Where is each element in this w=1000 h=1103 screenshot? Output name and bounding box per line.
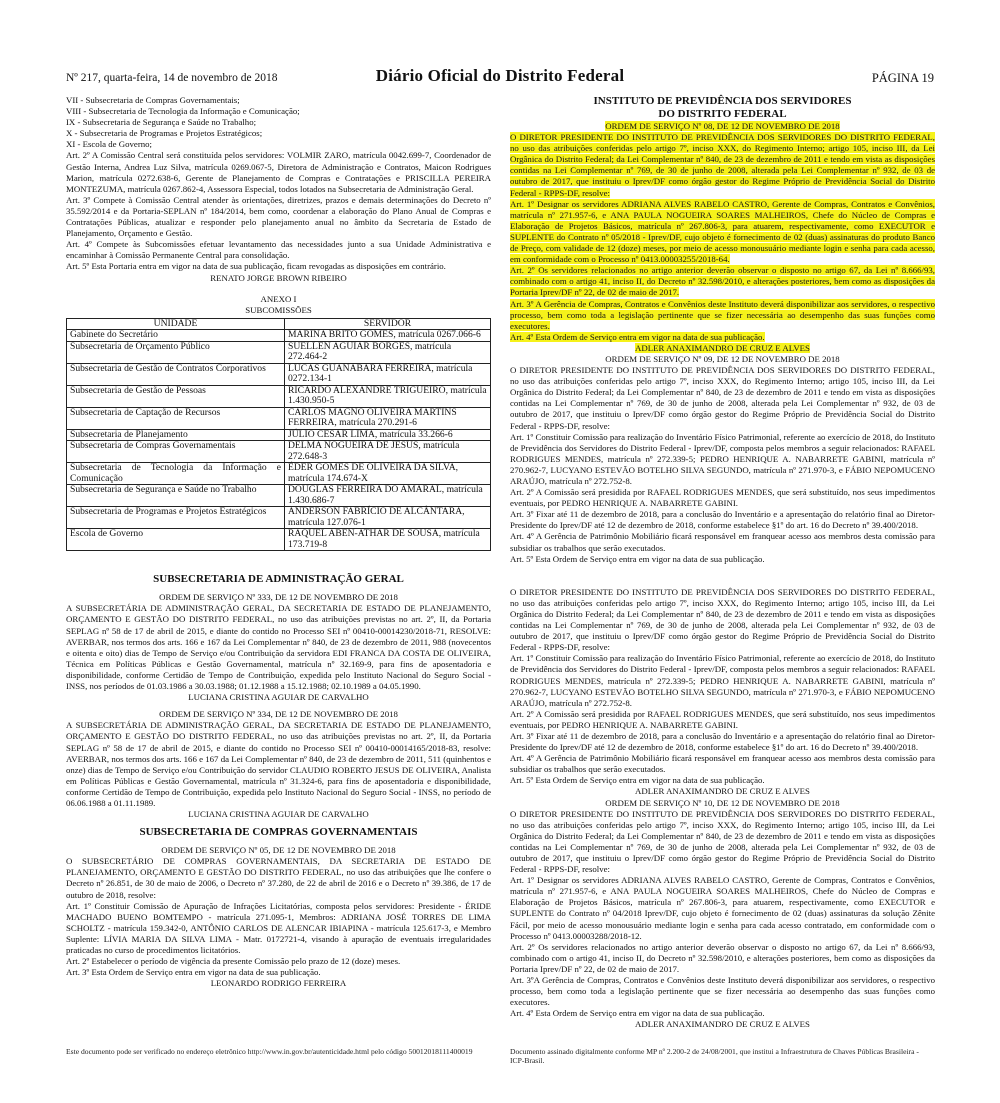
table-row bbox=[67, 341, 491, 363]
paragraph: VII - Subsecretaria de Compras Governamentais; bbox=[66, 95, 240, 105]
signer-name: ADLER ANAXIMANDRO DE CRUZ E ALVES bbox=[635, 786, 810, 797]
paragraph: A SUBSECRETÁRIA DE ADMINISTRAÇÃO GERAL, DA SECRETARIA DE ESTADO DE PLANEJAMENTO, ORÇAMENTO E GESTÃO DO DISTRITO FEDERAL, no uso das atribuições previstas no art. 2º, II, da Portaria SEPLAG nº 58 de 17 de abril de 2015, e diante do contido no Processo SEI nº 00410-00014230/2018-71, RESOLVE: AVERBAR, nos termos dos arts. 166 e 167 da Lei Complementar nº 840, de 23 de dezembro de 2011, 988 (novecentos e oitenta e oito) dias de Tempo de Serviço e/ou Contribuição da servidora EDI FRANCA DA COSTA DE OLIVEIRA, Técnica em Políticas Públicas e Gestão Governamental, matrícula nº 32.169-9, para fins de aposentadoria e disponibilidade, conforme Certidão de Tempo de Contribuição, expedida pelo Instituto Nacional do Seguro Social - INSS, nos períodos de 01.03.1986 a 30.03.1988; 01.12.1988 a 15.12.1988; 02.10.1989 a 04.05.1990. bbox=[66, 603, 491, 692]
table-cell: DOUGLAS FERREIRA DO AMARAL, matrícula 1.430.686-7 bbox=[285, 485, 491, 507]
table-cell: MARINA BRITO GOMES, matrícula 0267.066-6 bbox=[285, 330, 491, 342]
paragraph: XI - Escola de Governo; bbox=[66, 139, 152, 150]
annex-subtitle: SUBCOMISSÕES bbox=[245, 304, 312, 315]
issue-date: Nº 217, quarta-feira, 14 de novembro de 2018 bbox=[66, 72, 278, 84]
paragraph: Art. 2º Os servidores relacionados no artigo anterior deverão observar o disposto no artigo 67, da Lei nº 8.666/93, combinado com o artigo 41, inciso II, do Decreto nº 32.598/2010, e alterações posteriores, bem como as disposições da Portaria Iprev/DF nº 22, de 02 de maio de 2017. bbox=[510, 941, 935, 974]
section-title: SUBSECRETARIA DE COMPRAS GOVERNAMENTAIS bbox=[139, 826, 418, 839]
table-cell: Subsecretaria de Captação de Recursos bbox=[67, 407, 285, 429]
paragraph: Art. 3º Fixar até 11 de dezembro de 2018, para a conclusão do Inventário e a apresentação do relatório final ao Diretor-Presidente do Iprev/DF até 12 de dezembro de 2018, conforme estabelece §1º do art. 16 do Decreto nº 39.400/2018. bbox=[510, 509, 935, 531]
table-cell: SUELLEN AGUIAR BORGES, matrícula 272.464-2 bbox=[285, 341, 491, 363]
paragraph: Art. 4º A Gerência de Patrimônio Mobiliário ficará responsável em franquear acesso aos membros desta comissão para subsidiar os trabalhos que serão executados. bbox=[510, 531, 935, 553]
paragraph: VIII - Subsecretaria de Tecnologia da Informação e Comunicação; bbox=[66, 106, 300, 117]
paragraph bbox=[510, 199, 935, 266]
signer-name bbox=[510, 343, 935, 354]
table-cell: Subsecretaria de Tecnologia da Informação e Comunicação bbox=[67, 463, 285, 485]
signer-name: LUCIANA CRISTINA AGUIAR DE CARVALHO bbox=[188, 692, 369, 703]
footer-verification: Este documento pode ser verificado no endereço eletrônico http://www.in.gov.br/autenticidade.html pelo código 50012018111400019 bbox=[66, 1047, 473, 1056]
highlighted-text: Art. 1º Designar os servidores ADRIANA ALVES RABELO CASTRO, Gerente de Compras, Contratos e Convênios, matrícula nº 271.957-6, e ANA PAULA NOGUEIRA SOARES MALHEIROS, Chefe do Núcleo de Compras e Elaboração de Projetos Básicos, matrícula nº 267.806-3, para atuarem, respectivamente, como EXECUTOR e SUPLENTE do Contrato nº 05/2018 - Iprev/DF, cujo objeto é fornecimento de 02 (duas) assinaturas do produto Banco de Preço, com validade de 12 (doze) meses, por meio de acesso monousuário mediante login e senha para cada acesso, em conformidade com o Processo nº 0413.00003255/2018-64. bbox=[510, 198, 935, 265]
table-cell: RAQUEL ABEN-ATHAR DE SOUSA, matrícula 173.719-8 bbox=[285, 529, 491, 551]
table-cell: Subsecretaria de Planejamento bbox=[67, 429, 285, 441]
paragraph bbox=[510, 265, 935, 298]
paragraph: O DIRETOR PRESIDENTE DO INSTITUTO DE PREVIDÊNCIA DOS SERVIDORES DO DISTRITO FEDERAL, no uso das atribuições conferidas pelo artigo 7º, inciso XXX, do Regimento Interno; artigo 105, inciso III, da Lei Orgânica do Distrito Federal; da Lei Complementar nº 840, de 23 de dezembro de 2011 e tendo em vista as disposições contidas na Lei Complementar nº 769, de 30 de junho de 2008, alterada pela Lei Complementar nº 932, de 03 de outubro de 2017, que instituiu o Iprev/DF como órgão gestor do Regime Próprio de Previdência Social do Distrito Federal - RPPS-DF, resolve: bbox=[510, 808, 935, 875]
paragraph: O DIRETOR PRESIDENTE DO INSTITUTO DE PREVIDÊNCIA DOS SERVIDORES DO DISTRITO FEDERAL, no uso das atribuições conferidas pelo artigo 7º, inciso XXX, do Regimento Interno; artigo 105, inciso III, da Lei Orgânica do Distrito Federal; da Lei Complementar nº 840, de 23 de dezembro de 2011 e tendo em vista as disposições contidas na Lei Complementar nº 769, de 30 de junho de 2008, alterada pela Lei Complementar nº 932, de 03 de outubro de 2017, que instituiu o Iprev/DF como órgão gestor do Regime Próprio de Previdência Social do Distrito Federal - RPPS-DF, resolve: bbox=[510, 365, 935, 431]
paragraph: Art. 1º Constituir Comissão para realização do Inventário Físico Patrimonial, referente ao exercício de 2018, do Instituto de Previdência dos Servidores do Distrito Federal - Iprev/DF, composta pelos membros a seguir relacionados: RAFAEL RODRIGUES MENDES, matrícula nº 272.339-5; PEDRO HENRIQUE A. NABARRETE GABINI, matrícula nº 270.962-7, LUCYANO ESTEVÃO BOTELHO SILVA SEGUNDO, matrícula nº 271.970-3, e FÁBIO NEPOMUCENO ARAÚJO, matrícula nº 272.752-8. bbox=[510, 431, 935, 486]
gazette-title: Diário Oficial do Distrito Federal bbox=[375, 66, 625, 85]
section-title: SUBSECRETARIA DE ADMINISTRAÇÃO GERAL bbox=[153, 573, 404, 586]
footer-signature-note: Documento assinado digitalmente conforme MP nº 2.200-2 de 24/08/2001, que institui a Infraestrutura de Chaves Públicas Brasileira - ICP-Brasil. bbox=[510, 1047, 919, 1065]
paragraph: Art. 2º A Comissão será presidida por RAFAEL RODRIGUES MENDES, que será substituído, nos seus impedimentos eventuais, por PEDRO HENRIQUE A. NABARRETE GABINI. bbox=[510, 487, 935, 509]
paragraph: Art. 5º Esta Ordem de Serviço entra em vigor na data de sua publicação. bbox=[510, 775, 765, 786]
highlighted-text: ORDEM DE SERVIÇO Nº 08, DE 12 DE NOVEMBRO DE 2018 bbox=[605, 121, 840, 131]
paragraph: Art. 5º Esta Portaria entra em vigor na data de sua publicação, ficam revogadas as disposições em contrário. bbox=[66, 261, 446, 272]
signer-name: RENATO JORGE BROWN RIBEIRO bbox=[210, 272, 347, 283]
order-title: ORDEM DE SERVIÇO Nº 05, DE 12 DE NOVEMBRO DE 2018 bbox=[161, 845, 396, 856]
highlighted-text: Art. 2º Os servidores relacionados no artigo anterior deverão observar o disposto no artigo 67, da Lei nº 8.666/93, combinado com o artigo 41, inciso II, do Decreto nº 32.598/2010, e alterações posteriores, bem como as disposições da Portaria Iprev/DF nº 22, de 02 de maio de 2017. bbox=[510, 265, 935, 298]
table-cell: ÉDER GOMES DE OLIVEIRA DA SILVA, matrícula 174.674-X bbox=[285, 463, 491, 485]
table-cell: Escola de Governo bbox=[67, 529, 285, 551]
paragraph: O SUBSECRETÁRIO DE COMPRAS GOVERNAMENTAIS, DA SECRETARIA DE ESTADO DE PLANEJAMENTO, ORÇAMENTO E GESTÃO DO DISTRITO FEDERAL, no uso das atribuições que lhe confere o Decreto nº 26.851, de 30 de maio de 2006, o Decreto nº 37.280, de 22 de abril de 2016 e o Decreto nº 39.386, de 17 de outubro de 2018, resolve: bbox=[66, 856, 491, 900]
table-cell: Subsecretaria de Gestão de Pessoas bbox=[67, 385, 285, 407]
table-row bbox=[67, 363, 491, 385]
highlighted-text: ADLER ANAXIMANDRO DE CRUZ E ALVES bbox=[635, 342, 810, 353]
paragraph bbox=[510, 332, 935, 343]
table-cell: CARLOS MAGNO OLIVEIRA MARTINS FERREIRA, matrícula 270.291-6 bbox=[285, 407, 491, 429]
paragraph: Art. 3ºA Gerência de Compras, Contratos e Convênios deste Instituto deverá disponibilizar aos servidores, o respectivo processo, bem como toda a legislação pertinente que se fizer necessária ao desempenho das suas funções como executores. bbox=[510, 975, 935, 1008]
paragraph: Art. 1º Designar os servidores ADRIANA ALVES RABELO CASTRO, Gerente de Compras, Contratos e Convênios, matrícula nº 271.957-6, e ANA PAULA NOGUEIRA SOARES MALHEIROS, Chefe do Núcleo de Compras e Elaboração de Projetos Básicos, matrícula nº 267.806-3, para atuarem, respectivamente, como EXECUTOR e SUPLENTE do Contrato nº 04/2018 Iprev/DF, cujo objeto é fornecimento de 02 (duas) assinaturas da solução Zênite Fácil, por meio de acesso monousuário mediante login e senha para cada acesso contratado, em conformidade com o Processo nº 0413.00003288/2018-12. bbox=[510, 875, 935, 941]
column-header: UNIDADE bbox=[67, 318, 285, 330]
paragraph: Art. 2º A Comissão Central será constituída pelos servidores: VOLMIR ZARO, matrícula 0042.699-7, Coordenador de Gestão Interna, Andrea Luz Silva, matrícula 0269.067-5, Diretora de Administração e Contratos, Maicon Rodrigues Marion, matrícula 0272.638-6, Gerente de Planejamento de Compras e Contratações e PRISCILLA PEREIRA MONTEZUMA, matrícula 0267.862-4, Assessora Especial, todos lotados na Subsecretaria de Administração Geral. bbox=[66, 150, 491, 194]
paragraph: Art. 4º A Gerência de Patrimônio Mobiliário ficará responsável em franquear acesso aos membros desta comissão para subsidiar os trabalhos que serão executados. bbox=[510, 753, 935, 775]
table-row bbox=[67, 463, 491, 485]
paragraph: X - Subsecretaria de Programas e Projetos Estratégicos; bbox=[66, 128, 263, 139]
table-cell: ANDERSON FABRÍCIO DE ALCÂNTARA, matrícula 127.076-1 bbox=[285, 507, 491, 529]
paragraph: O DIRETOR PRESIDENTE DO INSTITUTO DE PREVIDÊNCIA DOS SERVIDORES DO DISTRITO FEDERAL, no uso das atribuições conferidas pelo artigo 7º, inciso XXX, do Regimento Interno; artigo 105, inciso III, da Lei Orgânica do Distrito Federal; da Lei Complementar nº 840, de 23 de dezembro de 2011 e tendo em vista as disposições contidas na Lei Complementar nº 769, de 30 de junho de 2008, alterada pela Lei Complementar nº 932, de 03 de outubro de 2017, que instituiu o Iprev/DF como órgão gestor do Regime Próprio de Previdência Social do Distrito Federal - RPPS-DF, resolve: bbox=[510, 586, 935, 653]
table-cell: Subsecretaria de Gestão de Contratos Corporativos bbox=[67, 363, 285, 385]
table-cell: DELMA NOGUEIRA DE JESUS, matrícula 272.648-3 bbox=[285, 441, 491, 463]
table-row bbox=[67, 485, 491, 507]
table-row bbox=[67, 507, 491, 529]
table-cell: Subsecretaria de Programas e Projetos Estratégicos bbox=[67, 507, 285, 529]
table-row bbox=[67, 330, 491, 342]
table-row bbox=[67, 407, 491, 429]
paragraph bbox=[510, 299, 935, 332]
order-title: ORDEM DE SERVIÇO Nº 09, DE 12 DE NOVEMBRO DE 2018 bbox=[605, 353, 840, 364]
order-title: ORDEM DE SERVIÇO Nº 333, DE 12 DE NOVEMBRO DE 2018 bbox=[159, 592, 398, 603]
signer-name: LEONARDO RODRIGO FERREIRA bbox=[210, 978, 347, 989]
table-row bbox=[67, 441, 491, 463]
highlighted-text: O DIRETOR PRESIDENTE DO INSTITUTO DE PREVIDÊNCIA DOS SERVIDORES DO DISTRITO FEDERAL, no uso das atribuições conferidas pelo artigo 7º, inciso XXX, do Regimento Interno; artigo 105, inciso III, da Lei Orgânica do Distrito Federal; da Lei Complementar nº 840, de 23 de dezembro de 2011 e tendo em vista as disposições contidas na Lei Complementar nº 769, de 30 de junho de 2008, alterada pela Lei Complementar nº 932, de 03 de outubro de 2017, que instituiu o Iprev/DF como órgão gestor do Regime Próprio de Previdência Social do Distrito Federal - RPPS-DF, resolve: bbox=[510, 132, 935, 198]
table-row bbox=[67, 529, 491, 551]
order-title: ORDEM DE SERVIÇO Nº 334, DE 12 DE NOVEMBRO DE 2018 bbox=[159, 709, 398, 720]
paragraph: Art. 3º Fixar até 11 de dezembro de 2018, para a conclusão do Inventário e a apresentação do relatório final ao Diretor-Presidente do Iprev/DF até 12 de dezembro de 2018, conforme estabelece §1º do art. 16 do Decreto nº 39.400/2018. bbox=[510, 730, 935, 753]
paragraph: A SUBSECRETÁRIA DE ADMINISTRAÇÃO GERAL, DA SECRETARIA DE ESTADO DE PLANEJAMENTO, ORÇAMENTO E GESTÃO DO DISTRITO FEDERAL, no uso das atribuições previstas no art. 2º, II, da Portaria SEPLAG nº 58 de 17 de abril de 2015, e diante do contido no Processo SEI nº 00410-00014165/2018-83, resolve: AVERBAR, nos termos dos arts. 166 e 167 da Lei Complementar nº 840, de 23 de dezembro de 2011, 511 (quinhentos e onze) dias de Tempo de Serviço e/ou Contribuição do servidor CLAUDIO ROBERTO JESUS DE OLIVEIRA, Analista em Políticas Públicas e Gestão Governamental, matrícula nº 31.324-6, para fins de aposentadoria e disponibilidade, conforme Certidão de Tempo de Contribuição, expedida pelo Instituto Nacional do Seguro Social - INSS, no período de 06.06.1988 a 01.11.1989. bbox=[66, 720, 491, 808]
institute-title: INSTITUTO DE PREVIDÊNCIA DOS SERVIDORES bbox=[593, 95, 852, 107]
table-cell: LUCAS GUANABARA FERREIRA, matrícula 0272.134-1 bbox=[285, 363, 491, 385]
signer-name: LUCIANA CRISTINA AGUIAR DE CARVALHO bbox=[188, 809, 369, 820]
paragraph: Art. 4º Esta Ordem de Serviço entra em vigor na data de sua publicação. bbox=[510, 1008, 765, 1019]
table-row bbox=[67, 429, 491, 441]
paragraph: Art. 4º Compete às Subcomissões efetuar levantamento das necessidades junto a sua Unidade Administrativa e encaminhar à Comissão Permanente Central para consolidação. bbox=[66, 239, 491, 261]
annex-table bbox=[66, 318, 491, 552]
table-cell: Subsecretaria de Segurança e Saúde no Trabalho bbox=[67, 485, 285, 507]
paragraph: Art. 3º Compete à Comissão Central atender às orientações, diretrizes, prazos e demais determinações do Decreto nº 35.592/2014 e da Portaria-SEPLAN nº 184/2014, bem como, coordenar a elaboração do Plano Anual de Compras e Contratações Públicas, atualizar e responder pelo planejamento anual no âmbito da Secretaria de Estado de Planejamento, Orçamento e Gestão. bbox=[66, 194, 491, 239]
table-cell: Gabinete do Secretário bbox=[67, 330, 285, 342]
annex-title: ANEXO I bbox=[260, 293, 297, 304]
signer-name: ADLER ANAXIMANDRO DE CRUZ E ALVES bbox=[635, 1019, 810, 1030]
paragraph: Art. 2º A Comissão será presidida por RAFAEL RODRIGUES MENDES, que será substituído, nos seus impedimentos eventuais, por PEDRO HENRIQUE A. NABARRETE GABINI. bbox=[510, 708, 935, 730]
order-title bbox=[510, 121, 935, 132]
highlighted-text: Art. 4º Esta Ordem de Serviço entra em vigor na data de sua publicação. bbox=[510, 331, 765, 342]
paragraph: Art. 2º Estabelecer o período de vigência da presente Comissão pelo prazo de 12 (doze) meses. bbox=[66, 956, 401, 967]
right-column bbox=[510, 95, 935, 1031]
page-header bbox=[66, 68, 934, 88]
table-cell: RICARDO ALEXANDRE TRIGUEIRO, matrícula 1.430.950-5 bbox=[285, 385, 491, 407]
paragraph: Art. 3º Esta Ordem de Serviço entra em vigor na data de sua publicação. bbox=[66, 967, 321, 978]
highlighted-text: Art. 3º A Gerência de Compras, Contratos e Convênios deste Instituto deverá disponibilizar aos servidores, o respectivo processo, bem como toda a legislação pertinente que se fizer necessária ao desempenho das suas funções como executores. bbox=[510, 298, 935, 331]
table-header-row bbox=[67, 318, 491, 330]
paragraph: Art. 1º Constituir Comissão para realização do Inventário Físico Patrimonial, referente ao exercício de 2018, do Instituto de Previdência dos Servidores do Distrito Federal - Iprev/DF, composta pelos membros a seguir relacionados: RAFAEL RODRIGUES MENDES, matrícula nº 272.339-5; PEDRO HENRIQUE A. NABARRETE GABINI, matrícula nº 270.962-7, LUCYANO ESTEVÃO BOTELHO SILVA SEGUNDO, matrícula nº 271.970-3, e FÁBIO NEPOMUCENO ARAÚJO, matrícula nº 272.752-8. bbox=[510, 653, 935, 708]
table-cell: JÚLIO CESAR LIMA, matrícula 33.266-6 bbox=[285, 429, 491, 441]
paragraph bbox=[510, 132, 935, 199]
table-row bbox=[67, 385, 491, 407]
table-cell: Subsecretaria de Compras Governamentais bbox=[67, 441, 285, 463]
left-column bbox=[66, 95, 491, 989]
column-header: SERVIDOR bbox=[285, 318, 491, 330]
paragraph: Art. 5º Esta Ordem de Serviço entra em vigor na data de sua publicação. bbox=[510, 553, 765, 564]
institute-title: DO DISTRITO FEDERAL bbox=[658, 108, 787, 120]
page-number: PÁGINA 19 bbox=[871, 71, 934, 85]
paragraph: Art. 1º Constituir Comissão de Apuração de Infrações Licitatórias, composta pelos servidores: Presidente - ÉRIDE MACHADO BUENO BOMTEMPO - matrícula 271.095-1, Membros: ADRIANA JOSÉ TORRES DE LIMA SCHOLTZ - matrícula 159.342-0, ANTÔNIO CARLOS DE ALENCAR IBIAPINA - matrícula 125.617-3, e Membro Suplente: LÍVIA MARIA DA SILVA LIMA - Matr. 0172721-4, visando à apuração de eventuais irregularidades praticadas no curso de procedimentos licitatórios. bbox=[66, 900, 491, 955]
table-cell: Subsecretaria de Orçamento Público bbox=[67, 341, 285, 363]
order-title: ORDEM DE SERVIÇO Nº 10, DE 12 DE NOVEMBRO DE 2018 bbox=[605, 797, 840, 808]
paragraph: IX - Subsecretaria de Segurança e Saúde no Trabalho; bbox=[66, 117, 257, 128]
